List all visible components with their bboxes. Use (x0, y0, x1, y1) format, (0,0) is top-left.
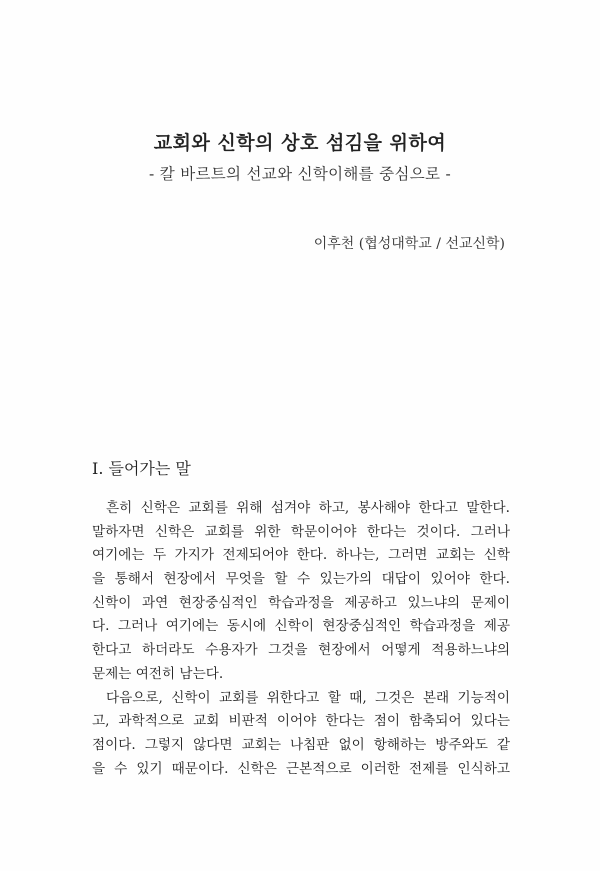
body-line: 여기에는 두 가지가 전제되어야 한다. 하나는, 그러면 교회는 신학 (92, 547, 510, 564)
section-heading: I. 들어가는 말 (92, 459, 191, 478)
body-line: 다음으로, 신학이 교회를 위한다고 할 때, 그것은 본래 기능적이 (106, 689, 510, 706)
body-line: 한다고 하더라도 수용자가 그것을 현장에서 어떻게 적용하느냐의 (92, 642, 510, 659)
body-line: 흔히 신학은 교회를 위해 섬겨야 하고, 봉사해야 한다고 말한다. (106, 500, 510, 516)
body-line: 점이다. 그렇지 않다면 교회는 나침판 없이 항해하는 방주와도 같 (92, 736, 510, 753)
author-affiliation: 이후천 (협성대학교 / 선교신학) (313, 236, 505, 252)
body-line: 문제는 여전히 남는다. (92, 665, 224, 682)
body-line: 말하자면 신학은 교회를 위한 학문이어야 한다는 것이다. 그러나 (92, 523, 510, 540)
document-subtitle: - 칼 바르트의 선교와 신학이해를 중심으로 - (148, 165, 452, 183)
body-line: 을 통해서 현장에서 무엇을 할 수 있는가의 대답이 있어야 한다. (92, 571, 510, 588)
document-title: 교회와 신학의 상호 섬김을 위하여 (153, 132, 447, 154)
body-line: 다. 그러나 여기에는 동시에 신학이 현장중심적인 학습과정을 제공 (92, 618, 510, 635)
body-line: 신학이 과연 현장중심적인 학습과정을 제공하고 있느냐의 문제이 (92, 594, 510, 611)
body-text (92, 497, 510, 781)
body-line: 고, 과학적으로 교회 비판적 이어야 한다는 점이 함축되어 있다는 (92, 713, 510, 730)
body-line: 을 수 있기 때문이다. 신학은 근본적으로 이러한 전제를 인식하고 (92, 760, 510, 777)
